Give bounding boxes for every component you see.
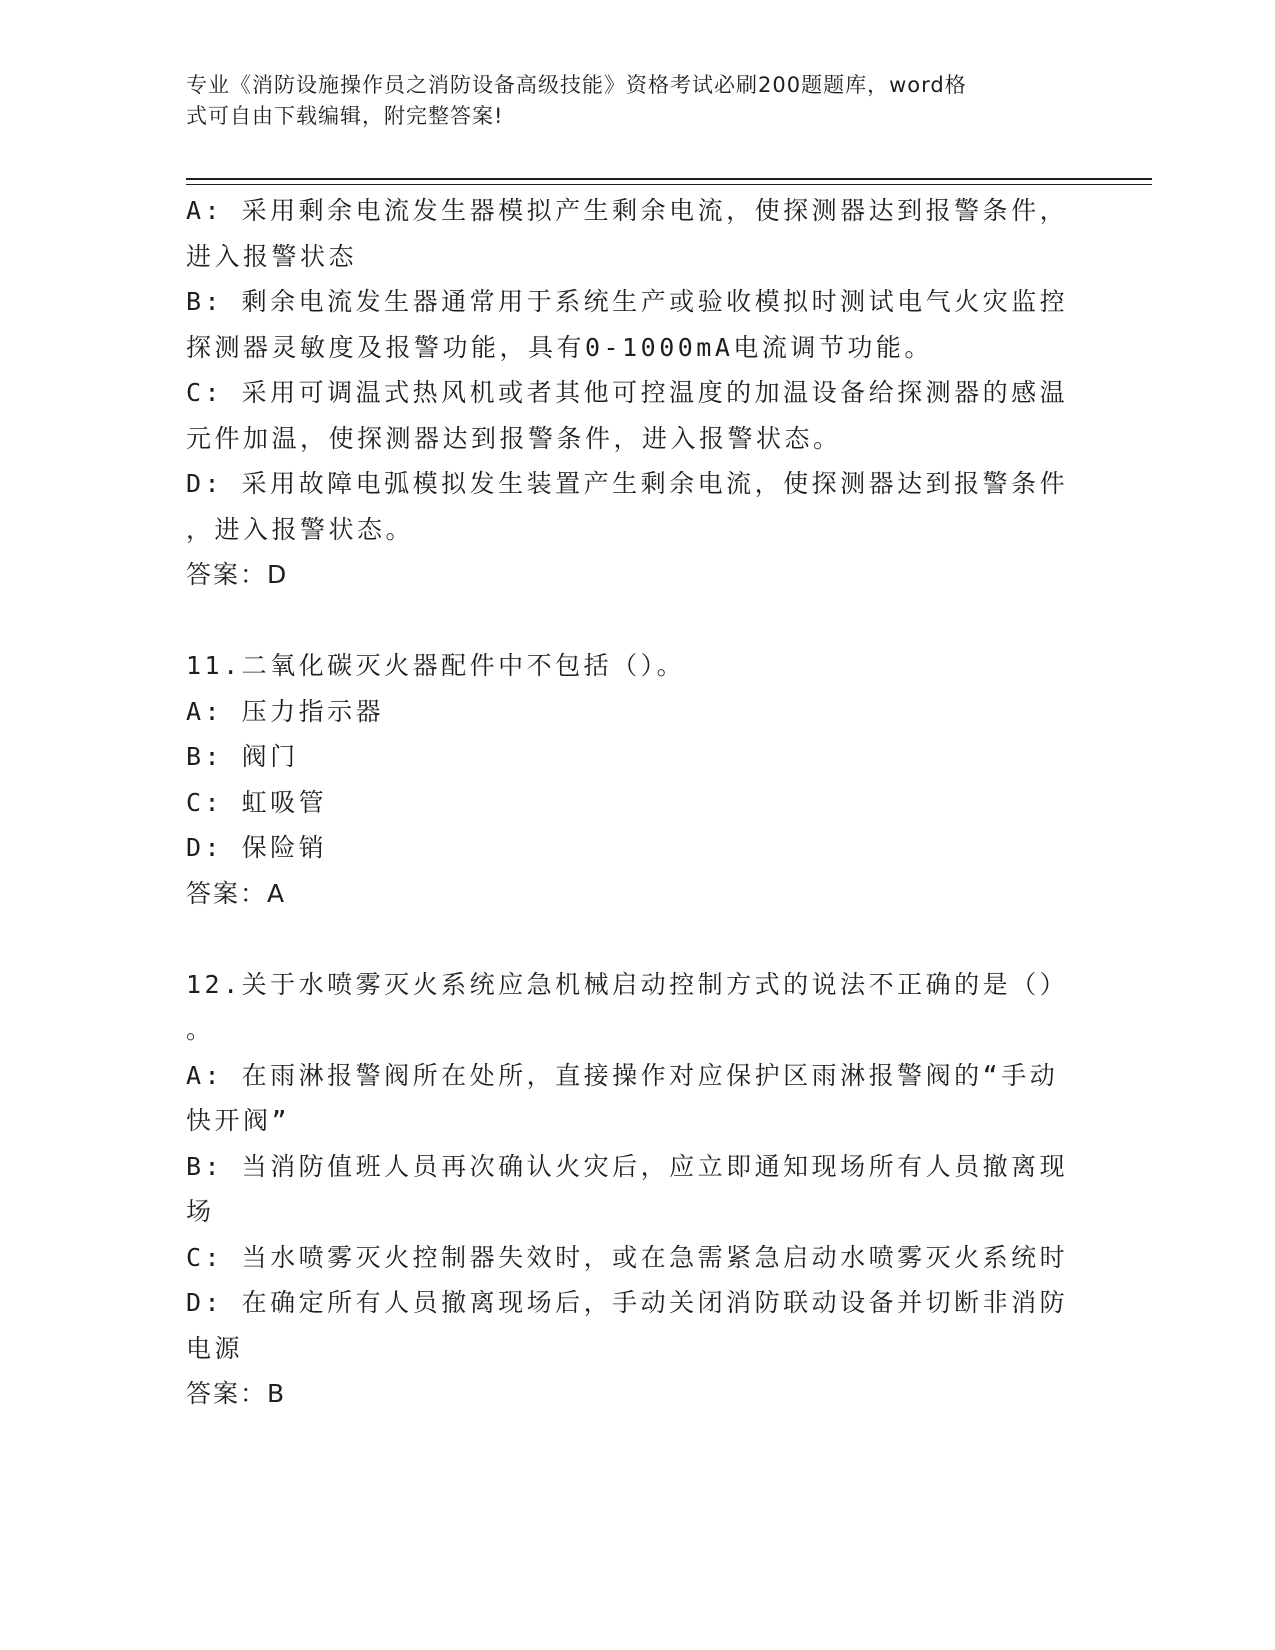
question-text: 11.二氧化碳灭火器配件中不包括（）。 <box>186 651 686 680</box>
header-divider-thin <box>186 184 1152 185</box>
answer: 答案：B <box>186 1379 287 1408</box>
question-11-block <box>186 643 1086 916</box>
option-d-continued: ，进入报警状态。 <box>186 514 415 544</box>
option-a: A: 在雨淋报警阀所在处所，直接操作对应保护区雨淋报警阀的“手动 <box>186 1060 1059 1090</box>
question-text: 12.关于水喷雾灭火系统应急机械启动控制方式的说法不正确的是（） <box>186 969 1069 999</box>
spacer <box>186 916 1086 962</box>
header-line: 式可自由下载编辑，附完整答案! <box>186 104 504 128</box>
question-12-block <box>186 962 1086 1417</box>
option-b: B: 阀门 <box>186 742 299 771</box>
option-b: B: 剩余电流发生器通常用于系统生产或验收模拟时测试电气火灾监控 <box>186 287 1069 316</box>
option-d: D: 在确定所有人员撤离现场后，手动关闭消防联动设备并切断非消防 <box>186 1288 1069 1317</box>
option-d: D: 采用故障电弧模拟发生装置产生剩余电流，使探测器达到报警条件 <box>186 469 1069 498</box>
option-a-continued: 快开阀” <box>186 1106 291 1135</box>
document-header <box>186 70 1066 132</box>
question-10-block <box>186 188 1086 598</box>
header-line: 专业《消防设施操作员之消防设备高级技能》资格考试必刷200题题库，word格 <box>186 73 967 97</box>
question-text-continued: 。 <box>186 1015 215 1044</box>
answer: 答案：A <box>186 878 287 908</box>
option-a: A: 采用剩余电流发生器模拟产生剩余电流，使探测器达到报警条件， <box>186 196 1069 225</box>
option-c-continued: 元件加温，使探测器达到报警条件，进入报警状态。 <box>186 423 842 453</box>
option-a: A: 压力指示器 <box>186 696 385 726</box>
spacer <box>186 598 1086 644</box>
option-c: C: 采用可调温式热风机或者其他可控温度的加温设备给探测器的感温 <box>186 378 1069 407</box>
option-b-continued: 场 <box>186 1197 215 1226</box>
option-b: B: 当消防值班人员再次确认火灾后，应立即通知现场所有人员撤离现 <box>186 1151 1069 1181</box>
answer: 答案：D <box>186 560 289 589</box>
option-d-continued: 电源 <box>186 1333 244 1363</box>
document-body <box>186 188 1086 1417</box>
option-b-continued: 探测器灵敏度及报警功能，具有0-1000mA电流调节功能。 <box>186 332 933 362</box>
option-c: C: 虹吸管 <box>186 787 328 817</box>
option-c: C: 当水喷雾灭火控制器失效时，或在急需紧急启动水喷雾灭火系统时 <box>186 1242 1069 1272</box>
option-a-continued: 进入报警状态 <box>186 241 358 271</box>
option-d: D: 保险销 <box>186 833 328 862</box>
header-divider-thick <box>186 178 1152 180</box>
